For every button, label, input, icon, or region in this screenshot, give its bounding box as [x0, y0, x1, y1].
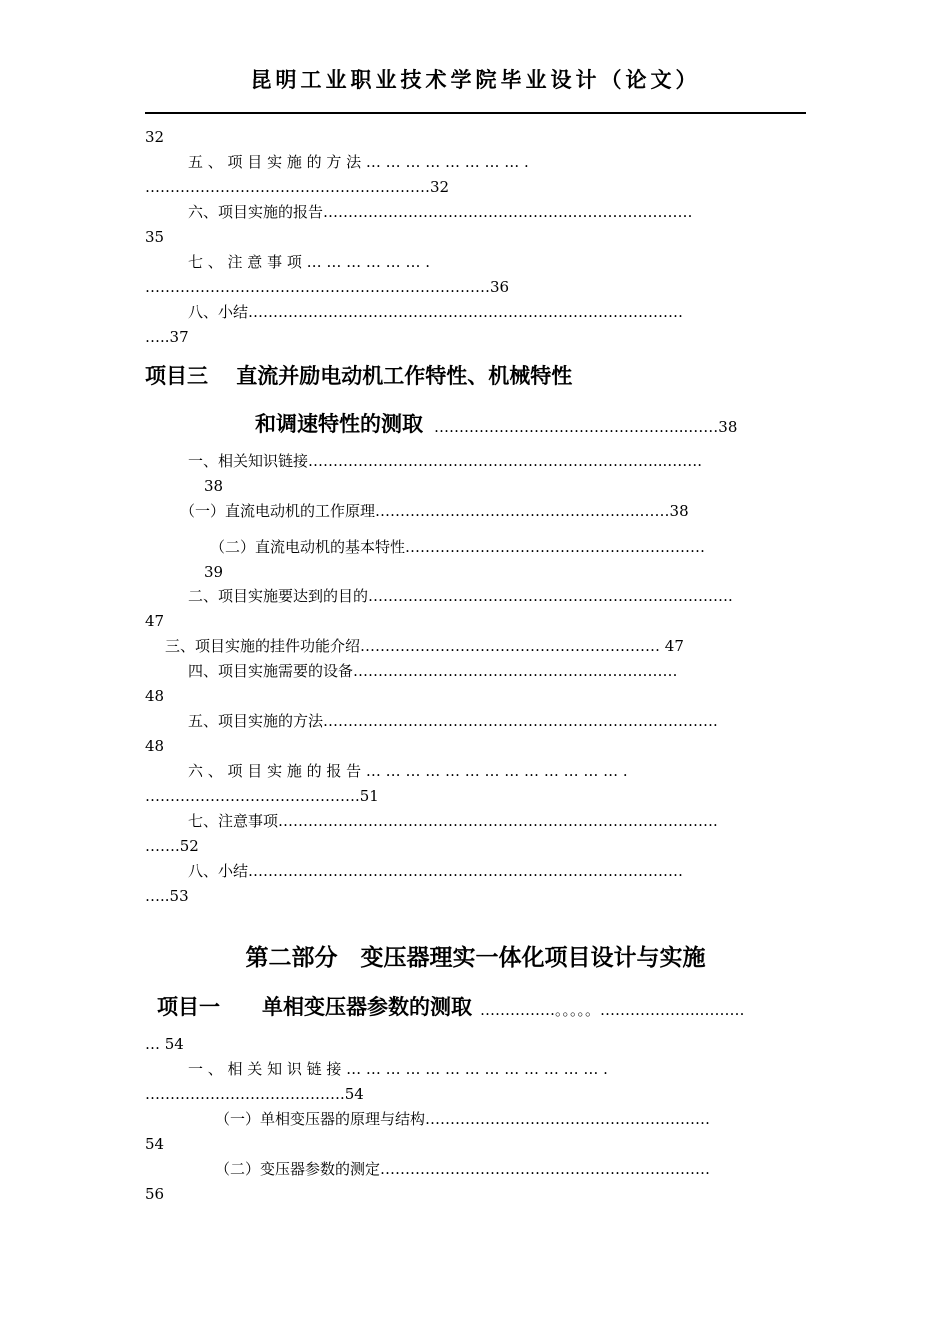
toc-leader: …………………………………………………32 — [145, 178, 450, 196]
toc-entry: 二、项目实施要达到的目的………………………………………………………………. — [188, 587, 733, 605]
toc-page-number: … 54 — [145, 1035, 184, 1053]
toc-leader: ………………………………….54 — [145, 1085, 364, 1103]
toc-page-number: 56 — [145, 1185, 165, 1203]
toc-page-number: 32 — [145, 128, 165, 146]
toc-entry: 八、小结…………………………………………………………………………… — [188, 862, 684, 880]
toc-leader: …………………………………………...……38 — [434, 418, 738, 436]
toc-subentry: （一）单相变压器的原理与结构………………………………………………… — [215, 1110, 711, 1128]
toc-entry: 七 、 注 意 事 项 … … … … … … . — [188, 253, 430, 271]
toc-page-number: 38 — [204, 477, 224, 495]
toc-entry: 三、项目实施的挂件功能介绍…………………………………………………… 47 — [165, 637, 684, 655]
toc-page-number: 54 — [145, 1135, 165, 1153]
toc-entry: 七、注意事项……………………………………………………………………………. — [188, 812, 718, 830]
toc-entry: 四、项目实施需要的设备…………………………………………..…………… — [188, 662, 678, 680]
toc-subentry: （二）变压器参数的测定………………………………………………………… — [215, 1160, 711, 1178]
toc-page-number: …..37 — [145, 328, 189, 346]
toc-page-number: …….52 — [145, 837, 199, 855]
toc-entry: 八、小结…………………………………………………………………………… — [188, 303, 684, 321]
toc-entry: 六、项目实施的报告…………………………………………..…………………… — [188, 203, 693, 221]
toc-entry: 一 、 相 关 知 识 链 接 … … … … … … … … … … … … … . — [188, 1060, 608, 1078]
part-heading: 第二部分 变压器理实一体化项目设计与实施 — [245, 944, 706, 971]
toc-entry: 五、项目实施的方法……………………………………………………………………. — [188, 712, 718, 730]
toc-entry: 五 、 项 目 实 施 的 方 法 … … … … … … … … . — [188, 153, 529, 171]
toc-page-number: 48 — [145, 737, 165, 755]
toc-leader: ……………………………………………………………36 — [145, 278, 510, 296]
toc-page-number: …..53 — [145, 887, 189, 905]
toc-page-number: 47 — [145, 612, 165, 630]
toc-chapter-heading-cont: 和调速特性的测取 — [255, 411, 423, 436]
toc-leader: …………………………………….51 — [145, 787, 379, 805]
header-rule — [145, 112, 806, 114]
toc-page-number: 48 — [145, 687, 165, 705]
toc-subentry: （一）直流电动机的工作原理……………………………………………..……38 — [180, 502, 689, 520]
toc-entry: 一、相关知识链接……………………………………………………………...……. — [188, 452, 703, 470]
toc-leader: ……………。。。。。………………..……… — [480, 1001, 745, 1019]
toc-page-number: 39 — [204, 563, 224, 581]
toc-chapter-heading: 项目三 直流并励电动机工作特性、机械特性 — [145, 363, 573, 388]
toc-subentry: （二）直流电动机的基本特性…………………………………………………… — [210, 538, 706, 556]
page-header-title: 昆明工业职业技术学院毕业设计（论文） — [250, 67, 701, 92]
toc-entry: 六 、 项 目 实 施 的 报 告 … … … … … … … … … … … … … . — [188, 762, 628, 780]
toc-page-number: 35 — [145, 228, 165, 246]
toc-chapter-heading: 项目一 单相变压器参数的测取 — [157, 994, 472, 1019]
